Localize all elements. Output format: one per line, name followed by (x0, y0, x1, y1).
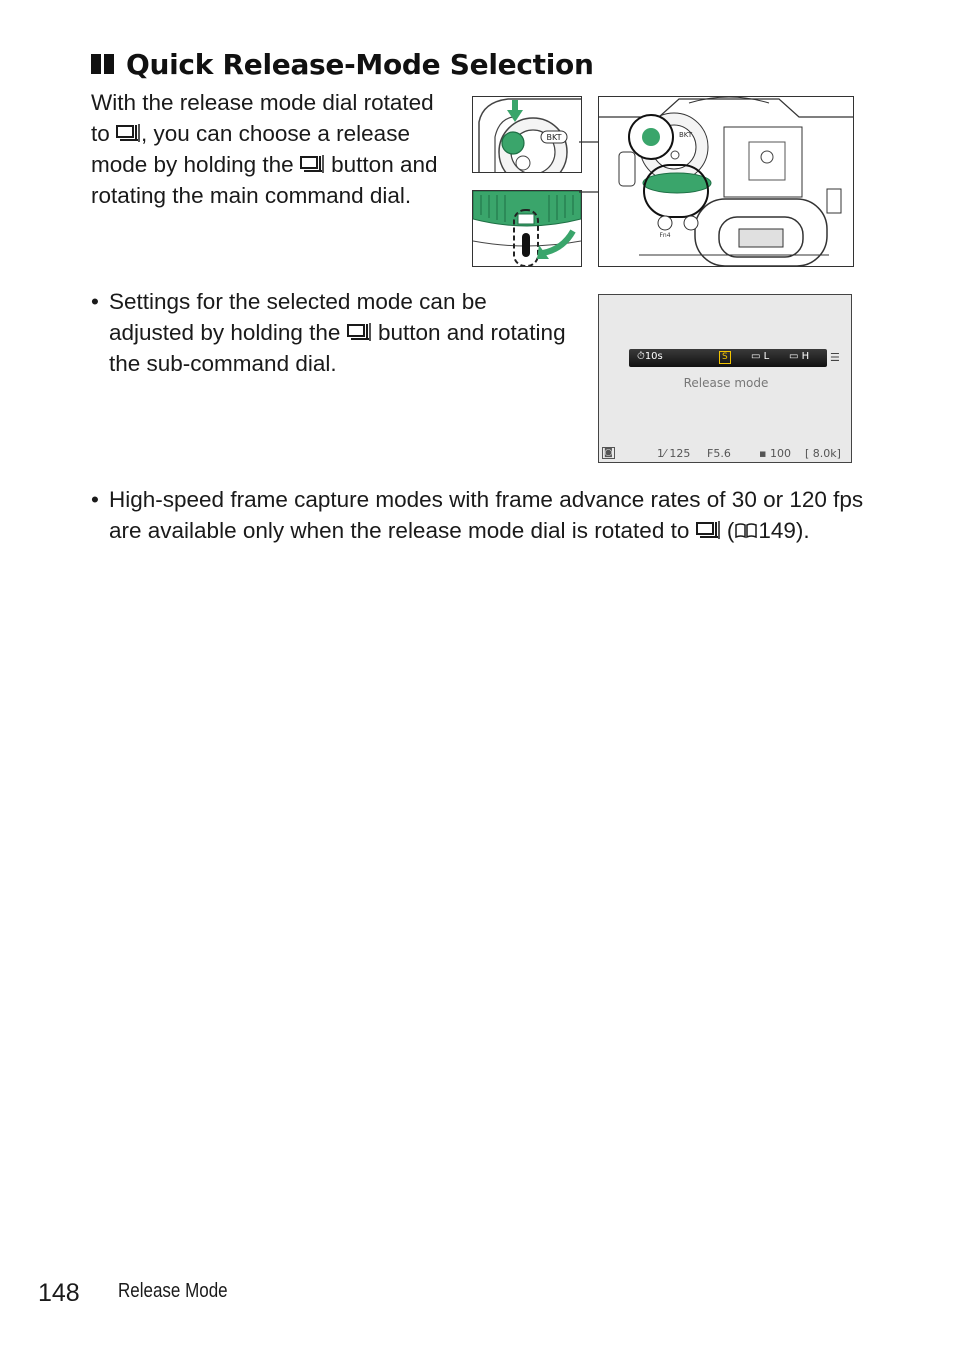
continuous-low-item: ▭ L (751, 351, 770, 362)
bkt-label: BKT (546, 133, 562, 142)
bullet-item-high-speed (91, 484, 869, 546)
release-mode-bar (629, 349, 827, 367)
iso: ▪ 100 (759, 447, 791, 460)
bullet2-text-2: ( (720, 518, 735, 543)
main-command-dial-illustration (472, 190, 582, 267)
section-heading (91, 44, 594, 84)
fn4-label: Fn4 (659, 232, 671, 239)
scroll-icon: ☰ (830, 351, 840, 364)
book-reference-icon (734, 523, 758, 539)
page-number: 148 (38, 1279, 80, 1307)
page-reference-link[interactable]: 149 (758, 518, 796, 543)
release-button-illustration (472, 96, 582, 173)
screen-label: Release mode (683, 376, 769, 390)
heading-marker-icon (91, 54, 114, 74)
heading-title: Quick Release-Mode Selection (126, 47, 594, 81)
shutter-speed: 1⁄ 125 (657, 447, 691, 460)
intro-text-2: , you can choose a release mode by holding the (91, 121, 410, 177)
bullet2-text-1: High-speed frame capture modes with frame advance rates of 30 or 120 fps are available only when the release mode dial is rotated to (109, 487, 864, 543)
bullet-item-sub-command (91, 286, 569, 379)
shots-remaining: [ 8.0k] (805, 447, 841, 460)
single-frame-item: S (719, 351, 731, 364)
continuous-release-icon (696, 520, 721, 540)
section-title: Release Mode (118, 1280, 228, 1302)
bullet1-text-1: Settings for the selected mode can be adjusted by holding the (109, 289, 487, 345)
metering-icon: ◙ (604, 448, 613, 458)
bullet1-text-2: button and rotating the sub-command dial. (109, 320, 566, 376)
bkt-label-small: BKT (679, 131, 693, 139)
camera-back-illustration (598, 96, 854, 267)
intro-text-3: button and rotating the main command dial. (91, 152, 438, 208)
continuous-release-icon (116, 123, 141, 143)
continuous-release-icon (347, 322, 372, 342)
camera-screen (598, 294, 852, 463)
bullet2-text-3: ). (795, 518, 810, 543)
continuous-release-icon (300, 154, 325, 174)
self-timer-item: ⏱10s (637, 351, 663, 362)
intro-text-1: With the release mode dial rotated to (91, 90, 434, 146)
intro-paragraph (91, 87, 451, 211)
aperture: F5.6 (707, 447, 731, 460)
continuous-high-item: ▭ H (789, 351, 810, 362)
